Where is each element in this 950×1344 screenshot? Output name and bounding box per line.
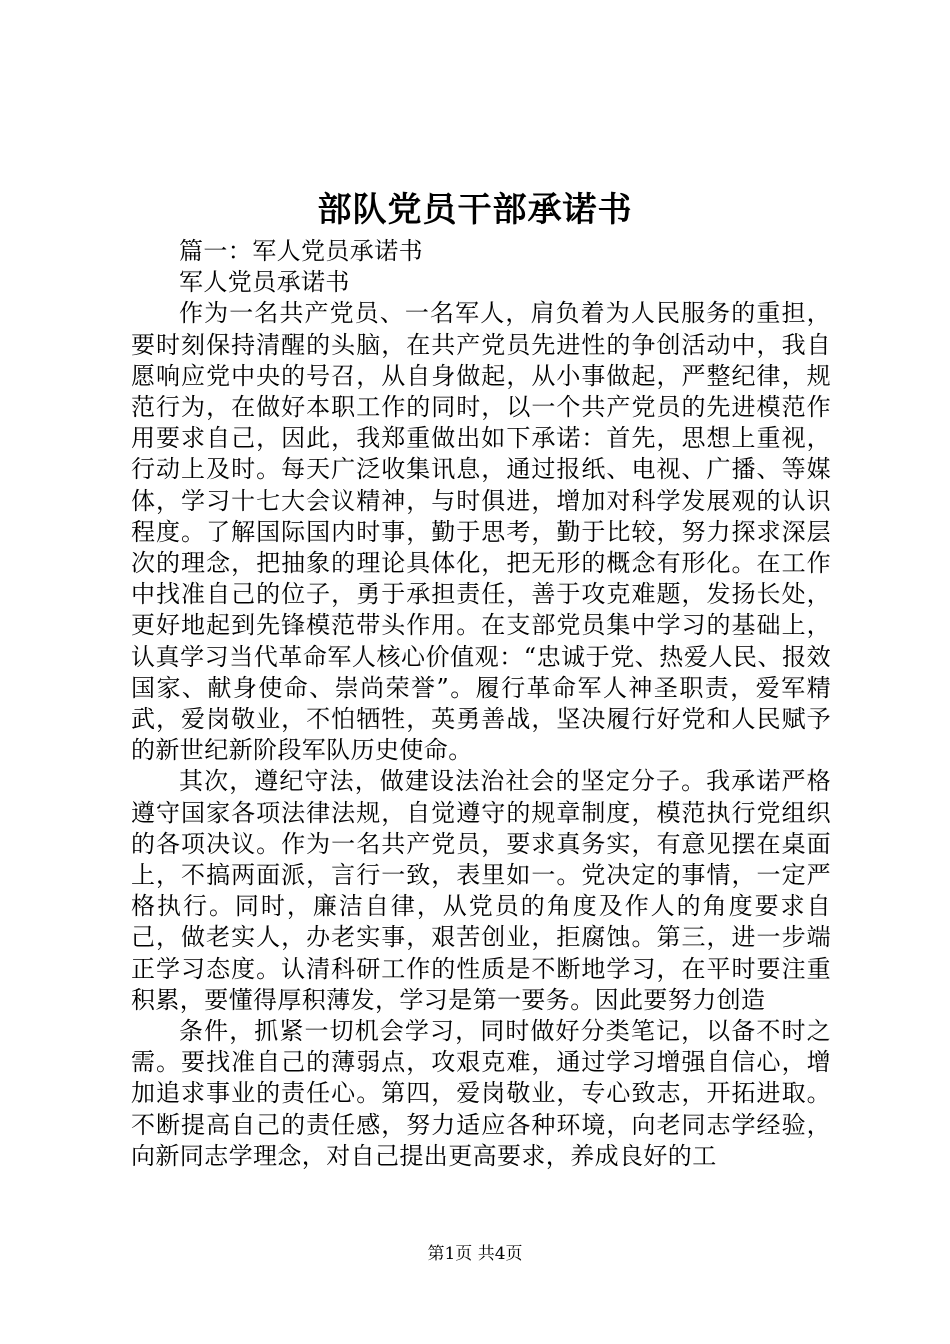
subsection-heading: 军人党员承诺书 <box>179 268 350 297</box>
body-paragraph: 其次，遵纪守法，做建设法治社会的坚定分子。我承诺严格遵守国家各项法律法规，自觉遵守的规章制度，模范执行党组织的各项决议。作为一名共产党员，要求真务实，有意见摆在桌面上，不搞两面派，言行一致，表里如一。党决定的事情，一定严格执行。同时，廉洁自律，从党员的角度及作人的角度要求自己，做老实人，办老实事，艰苦创业，拒腐蚀。第三，进一步端正学习态度。认清科研工作的性质是不断地学习，在平时要注重积累，要懂得厚积薄发，学习是第一要务。因此要努力创造 <box>131 767 831 1014</box>
section-heading: 篇一：军人党员承诺书 <box>179 237 423 265</box>
body-paragraph: 作为一名共产党员、一名军人，肩负着为人民服务的重担，要时刻保持清醒的头脑，在共产党员先进性的争创活动中，我自愿响应党中央的号召，从自身做起，从小事做起，严整纪律，规范行为，在做好本职工作的同时，以一个共产党员的先进模范作用要求自己，因此，我郑重做出如下承诺：首先，思想上重视，行动上及时。每天广泛收集讯息，通过报纸、电视、广播、等媒体，学习十七大会议精神，与时俱进，增加对科学发展观的认识程度。了解国际国内时事，勤于思考，勤于比较，努力探求深层次的理念，把抽象的理论具体化，把无形的概念有形化。在工作中找准自己的位子，勇于承担责任，善于攻克难题，发扬长处，更好地起到先锋模范带头作用。在支部党员集中学习的基础上，认真学习当代革命军人核心价值观：“忠诚于党、热爱人民、报效国家、献身使命、崇尚荣誉”。履行革命军人神圣职责，爱军精武，爱岗敬业，不怕牺牲，英勇善战，坚决履行好党和人民赋予的新世纪新阶段军队历史使命。 <box>131 299 831 765</box>
document-body <box>131 236 831 1172</box>
page-number-footer: 第1页 共4页 <box>427 1244 523 1264</box>
body-paragraph: 条件，抓紧一切机会学习，同时做好分类笔记，以备不时之需。要找准自己的薄弱点，攻艰克难，通过学习增强自信心，增加追求事业的责任心。第四，爱岗敬业，专心致志，开拓进取。不断提高自己的责任感，努力适应各种环境，向老同志学经验，向新同志学理念，对自己提出更高要求，养成良好的工 <box>131 1017 831 1170</box>
document-title: 部队党员干部承诺书 <box>317 190 633 230</box>
